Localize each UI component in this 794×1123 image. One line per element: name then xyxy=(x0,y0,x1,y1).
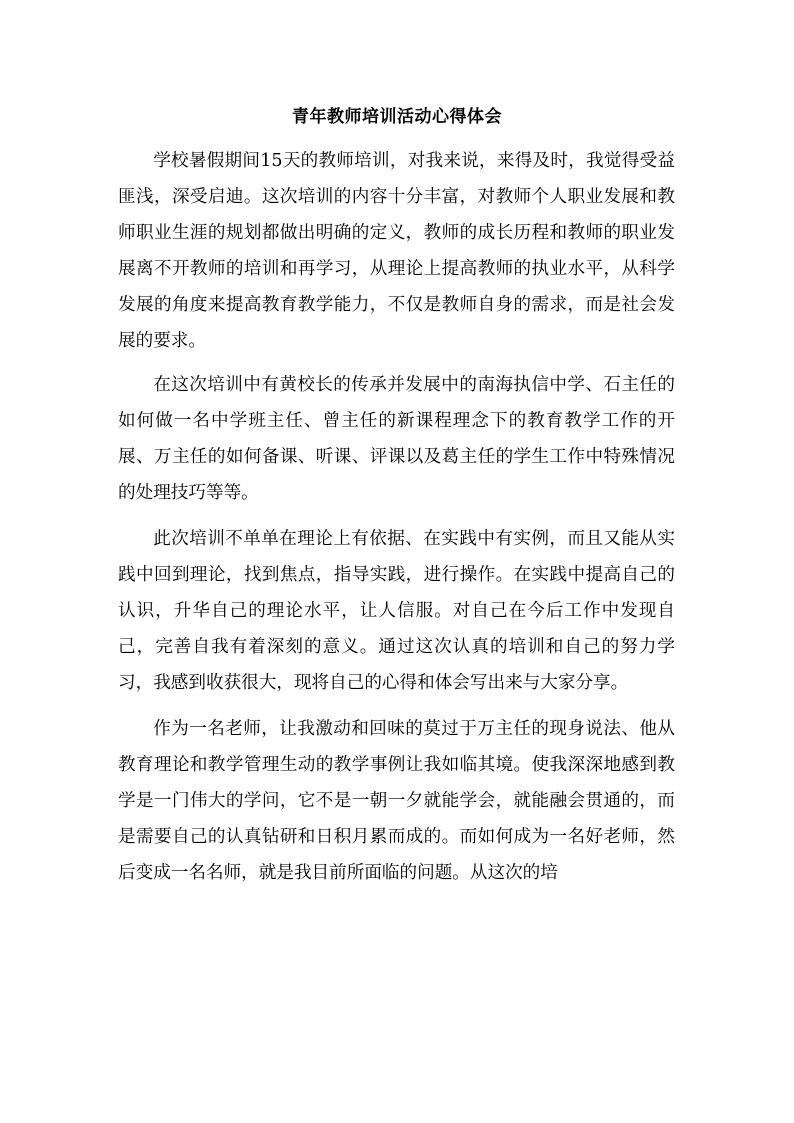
paragraph-4: 作为一名老师，让我激动和回味的莫过于万主任的现身说法、他从教育理论和教学管理生动的教学事例让我如临其境。使我深深地感到教学是一门伟大的学问，它不是一朝一夕就能学会，就能融会贯通的，而是需要自己的认真钻研和日积月累而成的。而如何成为一名好老师，然后变成一名名师，就是我目前所面临的问题。从这次的培 xyxy=(118,719,675,883)
document-body xyxy=(118,143,675,891)
document-title: 青年教师培训活动心得体会 xyxy=(292,107,502,127)
paragraph-2: 在这次培训中有黄校长的传承并发展中的南海执信中学、石主任的如何做一名中学班主任、曾主任的新课程理念下的教育教学工作的开展、万主任的如何备课、听课、评课以及葛主任的学生工作中特殊情况的处理技巧等等。 xyxy=(118,375,675,503)
paragraph-1: 学校暑假期间15天的教师培训，对我来说，来得及时，我觉得受益匪浅，深受启迪。这次培训的内容十分丰富，对教师个人职业发展和教师职业生涯的规划都做出明确的定义，教师的成长历程和教师的职业发展离不开教师的培训和再学习，从理论上提高教师的执业水平，从科学发展的角度来提高教育教学能力，不仅是教师自身的需求，而是社会发展的要求。 xyxy=(118,151,675,351)
paragraph-3: 此次培训不单单在理论上有依据、在实践中有实例，而且又能从实践中回到理论，找到焦点，指导实践，进行操作。在实践中提高自己的认识，升华自己的理论水平，让人信服。对自己在今后工作中发现自己，完善自我有着深刻的意义。通过这次认真的培训和自己的努力学习，我感到收获很大，现将自己的心得和体会写出来与大家分享。 xyxy=(118,529,675,693)
